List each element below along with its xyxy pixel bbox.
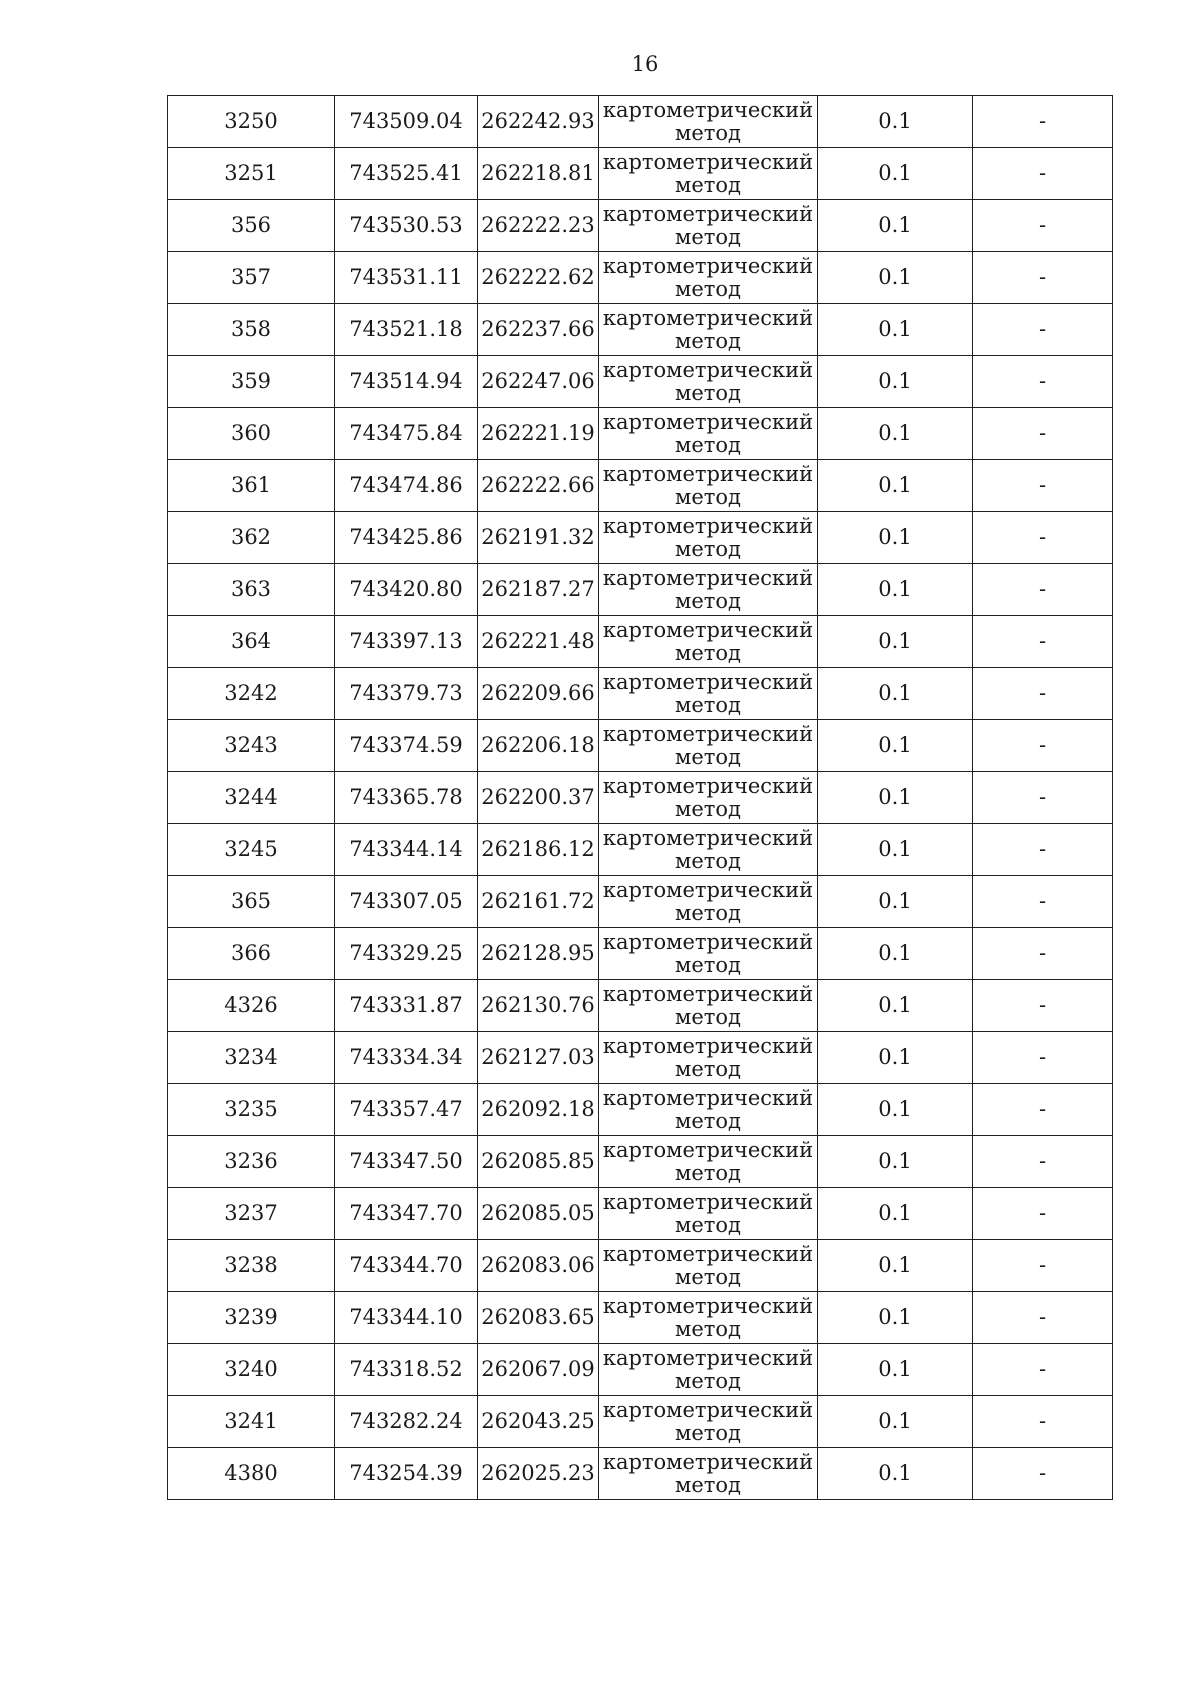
y-coordinate-cell: 262200.37 bbox=[478, 772, 599, 824]
accuracy-cell: 0.1 bbox=[818, 1084, 973, 1136]
accuracy-cell: 0.1 bbox=[818, 564, 973, 616]
x-coordinate-cell: 743475.84 bbox=[335, 408, 478, 460]
method-cell: картометрический метод bbox=[599, 252, 818, 304]
method-cell: картометрический метод bbox=[599, 616, 818, 668]
point-name-cell: 3242 bbox=[168, 668, 335, 720]
x-coordinate-cell: 743357.47 bbox=[335, 1084, 478, 1136]
y-coordinate-cell: 262128.95 bbox=[478, 928, 599, 980]
accuracy-cell: 0.1 bbox=[818, 1292, 973, 1344]
accuracy-cell: 0.1 bbox=[818, 1032, 973, 1084]
point-name-cell: 3240 bbox=[168, 1344, 335, 1396]
point-name-cell: 356 bbox=[168, 200, 335, 252]
table-row bbox=[168, 564, 1113, 616]
point-name-cell: 3245 bbox=[168, 824, 335, 876]
accuracy-cell: 0.1 bbox=[818, 1240, 973, 1292]
table-row bbox=[168, 252, 1113, 304]
y-coordinate-cell: 262085.85 bbox=[478, 1136, 599, 1188]
point-name-cell: 359 bbox=[168, 356, 335, 408]
coordinates-table-body bbox=[168, 96, 1113, 1500]
accuracy-cell: 0.1 bbox=[818, 720, 973, 772]
method-cell: картометрический метод bbox=[599, 1396, 818, 1448]
y-coordinate-cell: 262043.25 bbox=[478, 1396, 599, 1448]
y-coordinate-cell: 262222.62 bbox=[478, 252, 599, 304]
point-name-cell: 3237 bbox=[168, 1188, 335, 1240]
point-name-cell: 3234 bbox=[168, 1032, 335, 1084]
method-cell: картометрический метод bbox=[599, 876, 818, 928]
x-coordinate-cell: 743397.13 bbox=[335, 616, 478, 668]
method-cell: картометрический метод bbox=[599, 824, 818, 876]
x-coordinate-cell: 743318.52 bbox=[335, 1344, 478, 1396]
y-coordinate-cell: 262025.23 bbox=[478, 1448, 599, 1500]
note-cell: - bbox=[973, 200, 1113, 252]
table-row bbox=[168, 460, 1113, 512]
y-coordinate-cell: 262187.27 bbox=[478, 564, 599, 616]
point-name-cell: 3251 bbox=[168, 148, 335, 200]
method-cell: картометрический метод bbox=[599, 304, 818, 356]
y-coordinate-cell: 262221.48 bbox=[478, 616, 599, 668]
note-cell: - bbox=[973, 1396, 1113, 1448]
table-row bbox=[168, 1292, 1113, 1344]
accuracy-cell: 0.1 bbox=[818, 408, 973, 460]
method-cell: картометрический метод bbox=[599, 148, 818, 200]
table-row bbox=[168, 1396, 1113, 1448]
y-coordinate-cell: 262206.18 bbox=[478, 720, 599, 772]
method-cell: картометрический метод bbox=[599, 564, 818, 616]
method-cell: картометрический метод bbox=[599, 1240, 818, 1292]
x-coordinate-cell: 743334.34 bbox=[335, 1032, 478, 1084]
x-coordinate-cell: 743514.94 bbox=[335, 356, 478, 408]
x-coordinate-cell: 743344.10 bbox=[335, 1292, 478, 1344]
coordinates-table bbox=[167, 95, 1113, 1500]
method-cell: картометрический метод bbox=[599, 96, 818, 148]
point-name-cell: 362 bbox=[168, 512, 335, 564]
table-row bbox=[168, 1240, 1113, 1292]
note-cell: - bbox=[973, 460, 1113, 512]
x-coordinate-cell: 743329.25 bbox=[335, 928, 478, 980]
method-cell: картометрический метод bbox=[599, 1292, 818, 1344]
y-coordinate-cell: 262085.05 bbox=[478, 1188, 599, 1240]
table-row bbox=[168, 980, 1113, 1032]
table-row bbox=[168, 1448, 1113, 1500]
note-cell: - bbox=[973, 356, 1113, 408]
note-cell: - bbox=[973, 824, 1113, 876]
accuracy-cell: 0.1 bbox=[818, 1188, 973, 1240]
note-cell: - bbox=[973, 1292, 1113, 1344]
x-coordinate-cell: 743307.05 bbox=[335, 876, 478, 928]
method-cell: картометрический метод bbox=[599, 1084, 818, 1136]
table-row bbox=[168, 928, 1113, 980]
note-cell: - bbox=[973, 1188, 1113, 1240]
accuracy-cell: 0.1 bbox=[818, 252, 973, 304]
point-name-cell: 360 bbox=[168, 408, 335, 460]
x-coordinate-cell: 743282.24 bbox=[335, 1396, 478, 1448]
accuracy-cell: 0.1 bbox=[818, 980, 973, 1032]
table-row bbox=[168, 616, 1113, 668]
method-cell: картометрический метод bbox=[599, 668, 818, 720]
accuracy-cell: 0.1 bbox=[818, 200, 973, 252]
point-name-cell: 363 bbox=[168, 564, 335, 616]
accuracy-cell: 0.1 bbox=[818, 1344, 973, 1396]
x-coordinate-cell: 743420.80 bbox=[335, 564, 478, 616]
point-name-cell: 3235 bbox=[168, 1084, 335, 1136]
note-cell: - bbox=[973, 668, 1113, 720]
note-cell: - bbox=[973, 1240, 1113, 1292]
y-coordinate-cell: 262191.32 bbox=[478, 512, 599, 564]
note-cell: - bbox=[973, 876, 1113, 928]
note-cell: - bbox=[973, 1032, 1113, 1084]
x-coordinate-cell: 743347.70 bbox=[335, 1188, 478, 1240]
method-cell: картометрический метод bbox=[599, 460, 818, 512]
point-name-cell: 365 bbox=[168, 876, 335, 928]
y-coordinate-cell: 262222.66 bbox=[478, 460, 599, 512]
method-cell: картометрический метод bbox=[599, 1344, 818, 1396]
accuracy-cell: 0.1 bbox=[818, 1396, 973, 1448]
table-row bbox=[168, 772, 1113, 824]
point-name-cell: 3241 bbox=[168, 1396, 335, 1448]
note-cell: - bbox=[973, 96, 1113, 148]
y-coordinate-cell: 262083.06 bbox=[478, 1240, 599, 1292]
y-coordinate-cell: 262221.19 bbox=[478, 408, 599, 460]
x-coordinate-cell: 743531.11 bbox=[335, 252, 478, 304]
method-cell: картометрический метод bbox=[599, 408, 818, 460]
x-coordinate-cell: 743365.78 bbox=[335, 772, 478, 824]
table-row bbox=[168, 408, 1113, 460]
x-coordinate-cell: 743331.87 bbox=[335, 980, 478, 1032]
y-coordinate-cell: 262247.06 bbox=[478, 356, 599, 408]
note-cell: - bbox=[973, 616, 1113, 668]
y-coordinate-cell: 262186.12 bbox=[478, 824, 599, 876]
table-row bbox=[168, 1188, 1113, 1240]
note-cell: - bbox=[973, 408, 1113, 460]
method-cell: картометрический метод bbox=[599, 1136, 818, 1188]
x-coordinate-cell: 743254.39 bbox=[335, 1448, 478, 1500]
accuracy-cell: 0.1 bbox=[818, 824, 973, 876]
point-name-cell: 3239 bbox=[168, 1292, 335, 1344]
y-coordinate-cell: 262161.72 bbox=[478, 876, 599, 928]
note-cell: - bbox=[973, 512, 1113, 564]
note-cell: - bbox=[973, 928, 1113, 980]
method-cell: картометрический метод bbox=[599, 1448, 818, 1500]
table-row bbox=[168, 1032, 1113, 1084]
accuracy-cell: 0.1 bbox=[818, 1448, 973, 1500]
point-name-cell: 3250 bbox=[168, 96, 335, 148]
method-cell: картометрический метод bbox=[599, 980, 818, 1032]
accuracy-cell: 0.1 bbox=[818, 772, 973, 824]
y-coordinate-cell: 262218.81 bbox=[478, 148, 599, 200]
x-coordinate-cell: 743509.04 bbox=[335, 96, 478, 148]
point-name-cell: 364 bbox=[168, 616, 335, 668]
y-coordinate-cell: 262083.65 bbox=[478, 1292, 599, 1344]
accuracy-cell: 0.1 bbox=[818, 356, 973, 408]
x-coordinate-cell: 743374.59 bbox=[335, 720, 478, 772]
table-row bbox=[168, 1344, 1113, 1396]
x-coordinate-cell: 743379.73 bbox=[335, 668, 478, 720]
method-cell: картометрический метод bbox=[599, 1188, 818, 1240]
accuracy-cell: 0.1 bbox=[818, 616, 973, 668]
page-number: 16 bbox=[631, 52, 659, 76]
point-name-cell: 358 bbox=[168, 304, 335, 356]
x-coordinate-cell: 743344.70 bbox=[335, 1240, 478, 1292]
note-cell: - bbox=[973, 148, 1113, 200]
point-name-cell: 361 bbox=[168, 460, 335, 512]
table-row bbox=[168, 200, 1113, 252]
method-cell: картометрический метод bbox=[599, 512, 818, 564]
x-coordinate-cell: 743344.14 bbox=[335, 824, 478, 876]
point-name-cell: 3243 bbox=[168, 720, 335, 772]
point-name-cell: 366 bbox=[168, 928, 335, 980]
x-coordinate-cell: 743530.53 bbox=[335, 200, 478, 252]
note-cell: - bbox=[973, 1136, 1113, 1188]
note-cell: - bbox=[973, 252, 1113, 304]
note-cell: - bbox=[973, 980, 1113, 1032]
x-coordinate-cell: 743525.41 bbox=[335, 148, 478, 200]
method-cell: картометрический метод bbox=[599, 1032, 818, 1084]
accuracy-cell: 0.1 bbox=[818, 928, 973, 980]
table-row bbox=[168, 720, 1113, 772]
table-row bbox=[168, 304, 1113, 356]
y-coordinate-cell: 262209.66 bbox=[478, 668, 599, 720]
accuracy-cell: 0.1 bbox=[818, 1136, 973, 1188]
note-cell: - bbox=[973, 1084, 1113, 1136]
point-name-cell: 3244 bbox=[168, 772, 335, 824]
note-cell: - bbox=[973, 564, 1113, 616]
accuracy-cell: 0.1 bbox=[818, 460, 973, 512]
point-name-cell: 4326 bbox=[168, 980, 335, 1032]
y-coordinate-cell: 262237.66 bbox=[478, 304, 599, 356]
table-row bbox=[168, 1136, 1113, 1188]
y-coordinate-cell: 262092.18 bbox=[478, 1084, 599, 1136]
note-cell: - bbox=[973, 304, 1113, 356]
table-row bbox=[168, 668, 1113, 720]
table-row bbox=[168, 512, 1113, 564]
point-name-cell: 3238 bbox=[168, 1240, 335, 1292]
table-row bbox=[168, 876, 1113, 928]
y-coordinate-cell: 262067.09 bbox=[478, 1344, 599, 1396]
y-coordinate-cell: 262222.23 bbox=[478, 200, 599, 252]
y-coordinate-cell: 262242.93 bbox=[478, 96, 599, 148]
method-cell: картометрический метод bbox=[599, 772, 818, 824]
accuracy-cell: 0.1 bbox=[818, 96, 973, 148]
point-name-cell: 3236 bbox=[168, 1136, 335, 1188]
table-row bbox=[168, 1084, 1113, 1136]
point-name-cell: 357 bbox=[168, 252, 335, 304]
table-row bbox=[168, 96, 1113, 148]
accuracy-cell: 0.1 bbox=[818, 148, 973, 200]
accuracy-cell: 0.1 bbox=[818, 304, 973, 356]
y-coordinate-cell: 262127.03 bbox=[478, 1032, 599, 1084]
x-coordinate-cell: 743474.86 bbox=[335, 460, 478, 512]
method-cell: картометрический метод bbox=[599, 720, 818, 772]
accuracy-cell: 0.1 bbox=[818, 512, 973, 564]
table-row bbox=[168, 148, 1113, 200]
note-cell: - bbox=[973, 772, 1113, 824]
note-cell: - bbox=[973, 1344, 1113, 1396]
table-row bbox=[168, 356, 1113, 408]
method-cell: картометрический метод bbox=[599, 356, 818, 408]
x-coordinate-cell: 743347.50 bbox=[335, 1136, 478, 1188]
method-cell: картометрический метод bbox=[599, 200, 818, 252]
x-coordinate-cell: 743521.18 bbox=[335, 304, 478, 356]
point-name-cell: 4380 bbox=[168, 1448, 335, 1500]
note-cell: - bbox=[973, 720, 1113, 772]
accuracy-cell: 0.1 bbox=[818, 876, 973, 928]
accuracy-cell: 0.1 bbox=[818, 668, 973, 720]
note-cell: - bbox=[973, 1448, 1113, 1500]
y-coordinate-cell: 262130.76 bbox=[478, 980, 599, 1032]
x-coordinate-cell: 743425.86 bbox=[335, 512, 478, 564]
table-row bbox=[168, 824, 1113, 876]
method-cell: картометрический метод bbox=[599, 928, 818, 980]
